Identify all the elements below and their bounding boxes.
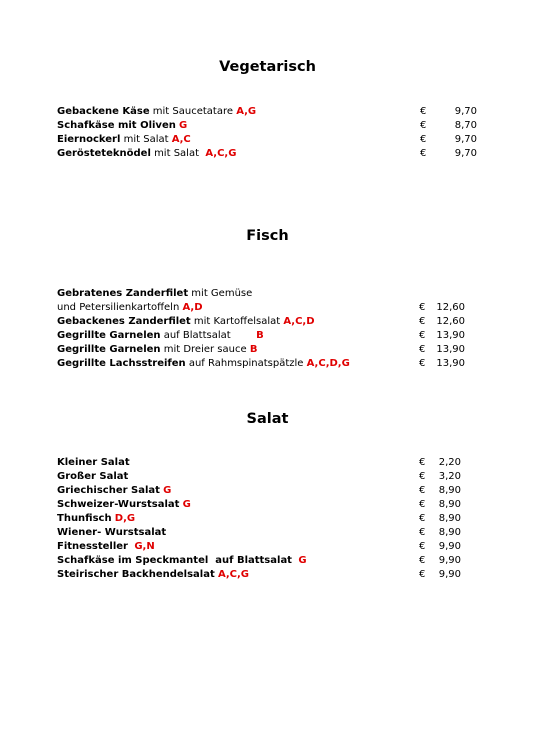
menu-item-description: mit Saucetatare: [149, 106, 237, 117]
menu-item-currency: €: [419, 457, 426, 468]
menu-item-description: auf Blattsalat: [160, 330, 257, 341]
menu-item-currency: €: [419, 316, 426, 327]
menu-item-name: Kleiner Salat: [57, 457, 130, 468]
menu-item-allergens: A,C,G: [205, 148, 237, 159]
menu-item: [57, 301, 477, 315]
menu-item-description: mit Kartoffelsalat: [190, 316, 284, 327]
menu-item-currency: €: [419, 513, 426, 524]
menu-item-currency: €: [419, 471, 426, 482]
section-heading-vegetarisch: Vegetarisch: [219, 59, 316, 75]
menu-item-price: 13,90: [436, 358, 465, 369]
menu-item-name: Fitnessteller: [57, 541, 128, 552]
menu-item-currency: €: [419, 358, 426, 369]
menu-item-price: 13,90: [436, 344, 465, 355]
menu-item-price: 8,90: [438, 513, 461, 524]
menu-item-price: 2,20: [438, 457, 461, 468]
menu-item-price: 8,70: [454, 120, 477, 131]
menu-item: [57, 329, 477, 343]
menu-item: [57, 568, 477, 582]
menu-item-name: Gegrillte Garnelen: [57, 344, 161, 355]
menu-item-price: 12,60: [436, 316, 465, 327]
menu-item-currency: €: [419, 569, 426, 580]
menu-item: [57, 470, 477, 484]
menu-item-allergens: A,C,D: [283, 316, 315, 327]
menu-item: [57, 554, 477, 568]
menu-item-currency: €: [419, 527, 426, 538]
menu-item-price: 9,90: [438, 569, 461, 580]
section-heading-salat: Salat: [246, 411, 289, 427]
menu-item-currency: €: [420, 148, 427, 159]
menu-item-allergens: G: [182, 499, 191, 510]
menu-item-name: Steirischer Backhendelsalat: [57, 569, 215, 580]
menu-item-allergens: A,G: [236, 106, 257, 117]
menu-item: [57, 512, 477, 526]
menu-item-currency: €: [419, 499, 426, 510]
menu-item-allergens: A,C,D,G: [306, 358, 350, 369]
menu-item-name: Großer Salat: [57, 471, 129, 482]
menu-item-name: Gegrillte Garnelen: [57, 330, 161, 341]
menu-item-description: auf Rahmspinatspätzle: [185, 358, 307, 369]
menu-item-allergens: A,C: [171, 134, 191, 145]
menu-item: [57, 287, 477, 301]
menu-item-allergens: G: [298, 555, 307, 566]
menu-item-name: Schafkäse mit Oliven: [57, 120, 176, 131]
menu-item-price: 9,90: [438, 555, 461, 566]
menu-item: [57, 343, 477, 357]
menu-item-name: Gegrillte Lachsstreifen: [57, 358, 186, 369]
menu-item: [57, 105, 477, 119]
menu-item-name: Schafkäse im Speckmantel auf Blattsalat: [57, 555, 292, 566]
menu-item: [57, 526, 477, 540]
menu-section-vegetarisch: [57, 105, 477, 161]
menu-item-price: 12,60: [436, 302, 465, 313]
menu-item: [57, 357, 477, 371]
menu-item-name: Schweizer-Wurstsalat: [57, 499, 180, 510]
menu-item-price: 9,90: [438, 541, 461, 552]
menu-item-allergens: G: [179, 120, 188, 131]
menu-item-currency: €: [420, 134, 427, 145]
menu-item-name: Gebratenes Zanderfilet: [57, 288, 189, 299]
menu-item: [57, 315, 477, 329]
menu-item-description: mit Salat: [120, 134, 172, 145]
menu-item: [57, 540, 477, 554]
menu-item: [57, 484, 477, 498]
menu-section-salat: [57, 456, 477, 582]
menu-item-currency: €: [419, 555, 426, 566]
menu-item-description: mit Dreier sauce: [160, 344, 250, 355]
menu-item-name: Eiernockerl: [57, 134, 121, 145]
menu-item: [57, 498, 477, 512]
menu-item: [57, 456, 477, 470]
menu-item: [57, 119, 477, 133]
menu-item-currency: €: [420, 120, 427, 131]
menu-item-price: 13,90: [436, 330, 465, 341]
menu-item-price: 8,90: [438, 527, 461, 538]
menu-section-fisch: [57, 287, 477, 371]
menu-item-name: Gebackenes Zanderfilet: [57, 316, 191, 327]
menu-item-allergens: B: [249, 344, 258, 355]
menu-item-allergens: A,D: [182, 302, 203, 313]
menu-item-price: 9,70: [454, 106, 477, 117]
menu-item-description: mit Gemüse: [188, 288, 253, 299]
menu-item-currency: €: [420, 106, 427, 117]
menu-item-allergens: B: [256, 330, 264, 341]
menu-item-name: Gebackene Käse: [57, 106, 150, 117]
menu-item-currency: €: [419, 344, 426, 355]
menu-item-price: 9,70: [454, 134, 477, 145]
menu-item-currency: €: [419, 302, 426, 313]
section-heading-fisch: Fisch: [246, 228, 289, 244]
menu-item-allergens: G: [163, 485, 172, 496]
menu-item-name: Griechischer Salat: [57, 485, 160, 496]
menu-item-currency: €: [419, 541, 426, 552]
menu-item: [57, 133, 477, 147]
menu-item-price: 8,90: [438, 485, 461, 496]
menu-item-price: 9,70: [454, 148, 477, 159]
menu-item-name: Thunfisch: [57, 513, 112, 524]
menu-item-allergens: G,N: [134, 541, 155, 552]
menu-item-name: Gerösteteknödel: [57, 148, 151, 159]
menu-item-currency: €: [419, 485, 426, 496]
menu-item-price: 3,20: [438, 471, 461, 482]
menu-item-price: 8,90: [438, 499, 461, 510]
menu-item-currency: €: [419, 330, 426, 341]
menu-item: [57, 147, 477, 161]
menu-item-allergens: D,G: [114, 513, 136, 524]
menu-item-allergens: A,C,G: [217, 569, 250, 580]
menu-item-description: mit Salat: [150, 148, 206, 159]
menu-item-name: Wiener- Wurstsalat: [57, 527, 167, 538]
menu-item-description: und Petersilienkartoffeln: [57, 302, 183, 313]
